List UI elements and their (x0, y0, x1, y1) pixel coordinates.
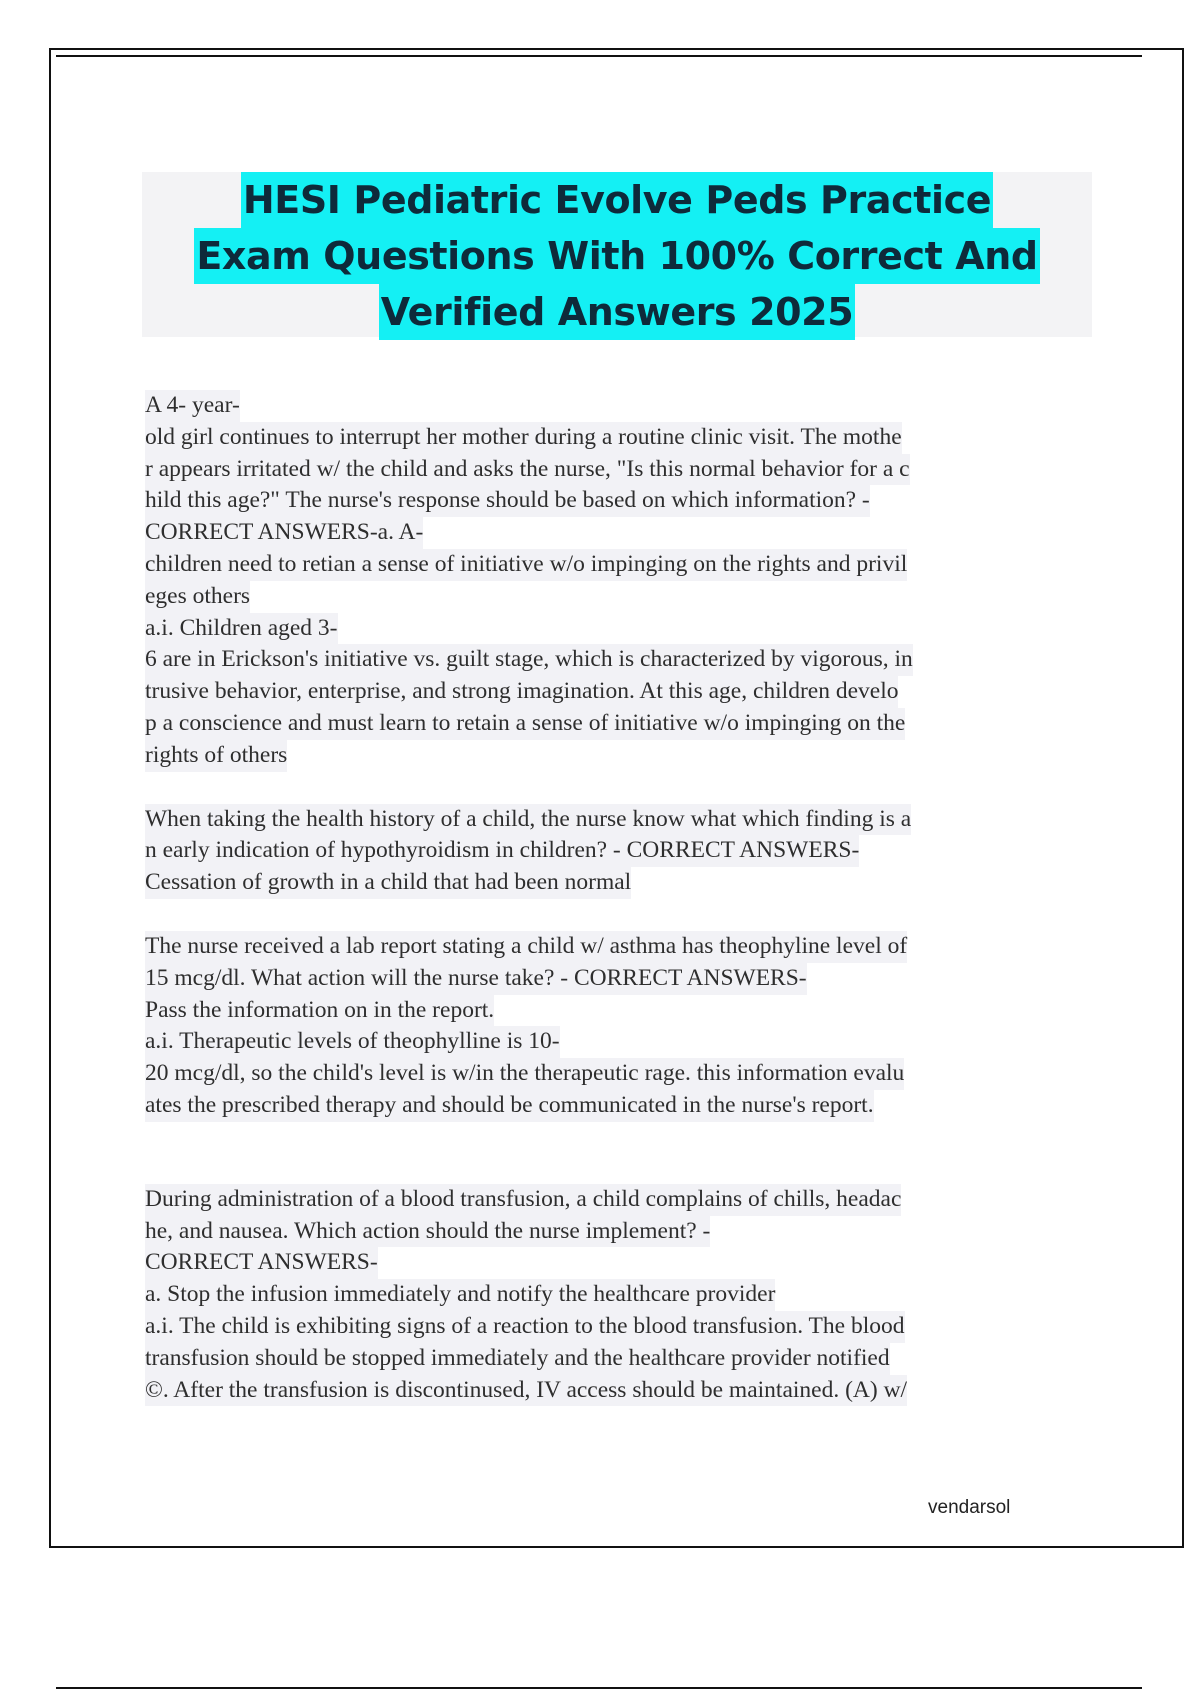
spacer (145, 772, 1091, 804)
text-line: CORRECT ANSWERS- (145, 1247, 378, 1279)
text-line: During administration of a blood transfusion, a child complains of chills, headac (145, 1184, 901, 1216)
text-line: ©. After the transfusion is discontinused, IV access should be maintained. (A) w/ (145, 1375, 907, 1407)
text-line: CORRECT ANSWERS-a. A- (145, 517, 423, 549)
text-line: r appears irritated w/ the child and asks the nurse, "Is this normal behavior for a c (145, 454, 910, 486)
text-line: The nurse received a lab report stating a child w/ asthma has theophyline level of (145, 931, 907, 963)
text-line: Pass the information on in the report. (145, 995, 494, 1027)
text-line: he, and nausea. Which action should the nurse implement? - (145, 1216, 710, 1248)
text-line: p a conscience and must learn to retain a sense of initiative w/o impinging on the (145, 708, 905, 740)
text-line: hild this age?" The nurse's response should be based on which information? - (145, 485, 870, 517)
text-line: Cessation of growth in a child that had been normal (145, 867, 631, 899)
text-line: transfusion should be stopped immediately and the healthcare provider notified (145, 1343, 890, 1375)
text-line: ates the prescribed therapy and should be communicated in the nurse's report. (145, 1090, 874, 1122)
text-line: children need to retian a sense of initiative w/o impinging on the rights and privil (145, 549, 907, 581)
text-line: 15 mcg/dl. What action will the nurse take? - CORRECT ANSWERS- (145, 963, 807, 995)
vendor-footer: vendarsol (928, 1497, 1011, 1518)
spacer (145, 1122, 1091, 1184)
text-line: old girl continues to interrupt her mother during a routine clinic visit. The mothe (145, 422, 902, 454)
text-line: eges others (145, 581, 250, 613)
qa-content (145, 390, 1091, 1406)
text-line: A 4- year- (145, 390, 240, 422)
text-line: rights of others (145, 740, 287, 772)
qa-block-theophylline (145, 931, 1091, 1122)
qa-block-hypothyroidism (145, 804, 1091, 899)
text-line: When taking the health history of a child, the nurse know what which finding is a (145, 804, 911, 836)
text-line: n early indication of hypothyroidism in children? - CORRECT ANSWERS- (145, 835, 859, 867)
text-line: trusive behavior, enterprise, and strong imagination. At this age, children develo (145, 676, 898, 708)
title-line-3: Verified Answers 2025 (379, 284, 856, 340)
text-line: 20 mcg/dl, so the child's level is w/in the therapeutic rage. this information evalu (145, 1058, 904, 1090)
text-line: a.i. Therapeutic levels of theophylline is 10- (145, 1026, 560, 1058)
title-banner (142, 172, 1092, 337)
title-line-1: HESI Pediatric Evolve Peds Practice (241, 172, 993, 228)
bottom-rule (56, 1687, 1142, 1689)
spacer (145, 899, 1091, 931)
text-line: a. Stop the infusion immediately and notify the healthcare provider (145, 1279, 775, 1311)
text-line: a.i. Children aged 3- (145, 613, 338, 645)
qa-block-transfusion (145, 1184, 1091, 1407)
text-line: a.i. The child is exhibiting signs of a reaction to the blood transfusion. The blood (145, 1311, 905, 1343)
qa-block-developmental (145, 390, 1091, 772)
text-line: 6 are in Erickson's initiative vs. guilt stage, which is characterized by vigorous, in (145, 644, 913, 676)
title-line-2: Exam Questions With 100% Correct And (194, 228, 1039, 284)
